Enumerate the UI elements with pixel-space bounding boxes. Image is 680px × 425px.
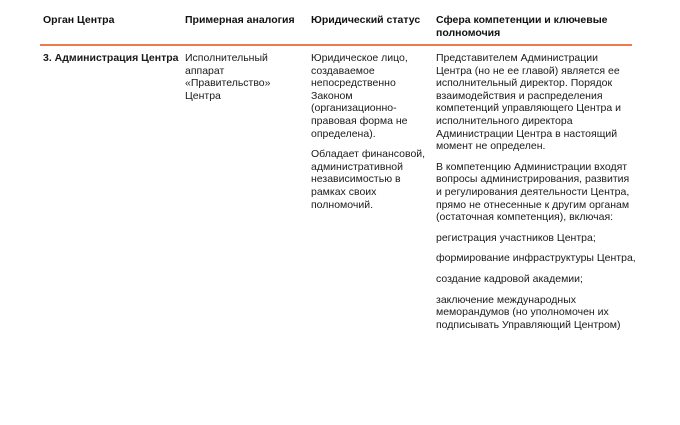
status-paragraph: Обладает финансовой, административной независимостью в рамках своих полномочий.: [311, 148, 426, 211]
competence-cell: [436, 52, 636, 339]
header-analogy: Примерная аналогия: [185, 14, 295, 26]
status-cell: [311, 52, 429, 219]
analogy-cell: Исполнительный аппарат «Правительство» Центра: [185, 52, 271, 102]
status-paragraph: Юридическое лицо, создаваемое непосредственно Законом (организационно-правовая форма не определена).: [311, 52, 408, 140]
competence-item: создание кадровой академии;: [436, 272, 583, 285]
competence-item: формирование инфраструктуры Центра,: [436, 252, 636, 265]
header-divider: [40, 44, 632, 46]
competence-paragraph: Представителем Администрации Центра (но не ее главой) является ее исполнительный директор. Порядок взаимодействия и распределения компетенций управляющего Центра и исполнительного директора Администрации Центра в настоящий момент не определен.: [436, 52, 621, 153]
competence-paragraph: В компетенцию Администрации входят вопросы администрирования, развития и регулирования деятельности Центра, прямо не отнесенные к другим органам (остаточная компетенция), включая:: [436, 160, 630, 224]
table-header: [40, 14, 632, 44]
header-organ: Орган Центра: [43, 14, 115, 26]
organ-name-cell: 3. Администрация Центра: [43, 52, 179, 64]
competence-item: регистрация участников Центра;: [436, 231, 596, 244]
header-status: Юридический статус: [311, 14, 421, 26]
header-competence: Сфера компетенции и ключевые полномочия: [436, 14, 608, 39]
competence-item: заключение международных меморандумов (но уполномочен их подписывать Управляющий Центром): [436, 293, 621, 331]
